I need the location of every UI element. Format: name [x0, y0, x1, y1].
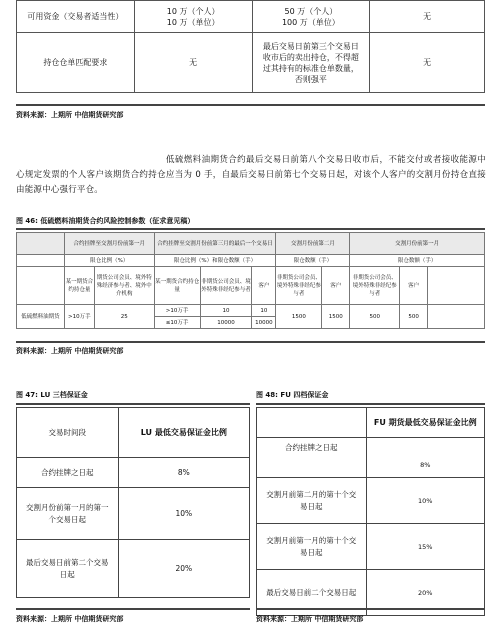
- table-header: 期货公司会员、境外特殊经济参与者、境外中介机构: [94, 267, 154, 305]
- table-header: [257, 408, 367, 438]
- table-cell: 10000: [200, 317, 252, 329]
- source-note: 资料来源：上期所 中信期货研究部: [16, 615, 124, 623]
- table-cell: 最后交易日前第二个交易日起: [17, 540, 119, 598]
- table-cell: 可用资金（交易者适当性）: [17, 1, 135, 33]
- table-cell: 无: [370, 1, 485, 33]
- table-cell: 50 万（个人） 100 万（单位）: [252, 1, 370, 33]
- table-cell: 无: [370, 33, 485, 93]
- table-cell: 1500: [276, 305, 322, 329]
- table-header: 交割月份前第一月: [350, 233, 485, 255]
- table-header: FU 期货最低交易保证金比例: [366, 408, 484, 438]
- divider: [256, 403, 485, 405]
- table-cell: [17, 267, 65, 305]
- table-header: 限仓比例（%）: [64, 255, 154, 267]
- table-cell: 合约挂牌之日起: [257, 438, 367, 478]
- source-note: 资料来源：上期所 中信期货研究部: [16, 347, 124, 355]
- table-cell: 低硫燃料油期货: [17, 305, 65, 329]
- body-paragraph: 低硫燃料油期货合约最后交易日前第八个交易日收市后，不能交付或者接收能源中心规定发票的个人客户该期货合约持仓应当为 0 手，自最后交易日前第七个交易日起，对该个人客户的交割月份持仓直接由能源中心强行平仓。: [16, 155, 486, 195]
- table-header: 交易时间段: [17, 408, 119, 458]
- table-header: 限仓比例（%）和限仓数额（手）: [154, 255, 276, 267]
- table-row: [17, 233, 485, 255]
- table-cell: 10%: [366, 478, 484, 524]
- fu-margin-table: [256, 407, 485, 616]
- table-cell: 500: [400, 305, 428, 329]
- table-cell: [428, 305, 485, 329]
- table-cell: 10%: [118, 488, 249, 540]
- table-cell: 1500: [322, 305, 350, 329]
- table-header: 某一期货合约持仓量: [154, 267, 200, 305]
- table-cell: 最后交易日前二个交易日起: [257, 570, 367, 616]
- table-cell: 500: [350, 305, 400, 329]
- table-cell: 8%: [118, 458, 249, 488]
- source-note: 资料来源：上期所 中信期货研究部: [256, 615, 364, 623]
- table-header: 客户: [400, 267, 428, 305]
- table-header: 限仓数额（手）: [276, 255, 350, 267]
- risk-control-table: [16, 232, 485, 329]
- table-header: 合约挂牌至交割月份前第一月: [64, 233, 154, 255]
- table-row: [17, 408, 250, 458]
- table-header: 限仓数额（手）: [350, 255, 485, 267]
- table-row: [17, 1, 485, 33]
- table-cell: 8%: [366, 438, 484, 478]
- divider: [16, 403, 250, 405]
- table-cell: 持仓仓单匹配要求: [17, 33, 135, 93]
- table-cell: [17, 255, 65, 267]
- table-cell: >10万手: [64, 305, 94, 329]
- table-cell: ≤10万手: [154, 317, 200, 329]
- table-cell: 无: [134, 33, 252, 93]
- table-row: [17, 540, 250, 598]
- table-header: 客户: [252, 267, 276, 305]
- table-cell: 15%: [366, 524, 484, 570]
- table-cell: >10万手: [154, 305, 200, 317]
- table-cell: 10: [252, 305, 276, 317]
- table-row: [17, 33, 485, 93]
- table-row: [17, 488, 250, 540]
- table-cell: 10 万（个人） 10 万（单位）: [134, 1, 252, 33]
- divider: [16, 341, 485, 343]
- table-row: [17, 458, 250, 488]
- table-row: [257, 524, 485, 570]
- table-row: [17, 255, 485, 267]
- table-cell: 交割月前第一月的第十个交易日起: [257, 524, 367, 570]
- table-cell: 交割月份前第一月的第一个交易日起: [17, 488, 119, 540]
- table-header: 非期货公司会员、境外特殊非经纪参与者: [350, 267, 400, 305]
- figure-caption: 图 48: FU 四档保证金: [256, 391, 329, 399]
- figure-caption: 图 46: 低硫燃料油期货合约风险控制参数（征求意见稿）: [16, 217, 195, 225]
- table-row: [17, 267, 485, 305]
- availability-table: [16, 0, 485, 93]
- table-cell: 25: [94, 305, 154, 329]
- table-header: 合约挂牌至交割月份前第三月的最后一个交易日: [154, 233, 276, 255]
- source-note: 资料来源：上期所 中信期货研究部: [16, 111, 124, 119]
- table-cell: [428, 267, 485, 305]
- figure-caption: 图 47: LU 三档保证金: [16, 391, 88, 399]
- table-row: [257, 408, 485, 438]
- table-header: 非期货公司会员、境外特殊非经纪参与者: [200, 267, 252, 305]
- divider: [256, 608, 485, 610]
- divider: [16, 608, 250, 610]
- table-header: 非期货公司会员、境外特殊非经纪参与者: [276, 267, 322, 305]
- divider: [16, 228, 485, 230]
- table-header: 某一期货合约持仓量: [64, 267, 94, 305]
- table-cell: 合约挂牌之日起: [17, 458, 119, 488]
- table-cell: 10000: [252, 317, 276, 329]
- table-row: [257, 478, 485, 524]
- table-cell: 最后交易日前第三个交易日收市后的卖出持仓，不得超过其持有的标准仓单数量，否则强平: [252, 33, 370, 93]
- table-cell: [17, 233, 65, 255]
- table-cell: 交割月前第二月的第十个交易日起: [257, 478, 367, 524]
- table-row: [17, 305, 485, 317]
- table-cell: 20%: [118, 540, 249, 598]
- table-header: LU 最低交易保证金比例: [118, 408, 249, 458]
- table-row: [257, 438, 485, 478]
- divider: [16, 104, 485, 106]
- table-header: 交割月份前第二月: [276, 233, 350, 255]
- table-cell: 20%: [366, 570, 484, 616]
- table-header: 客户: [322, 267, 350, 305]
- table-cell: 10: [200, 305, 252, 317]
- lu-margin-table: [16, 407, 250, 598]
